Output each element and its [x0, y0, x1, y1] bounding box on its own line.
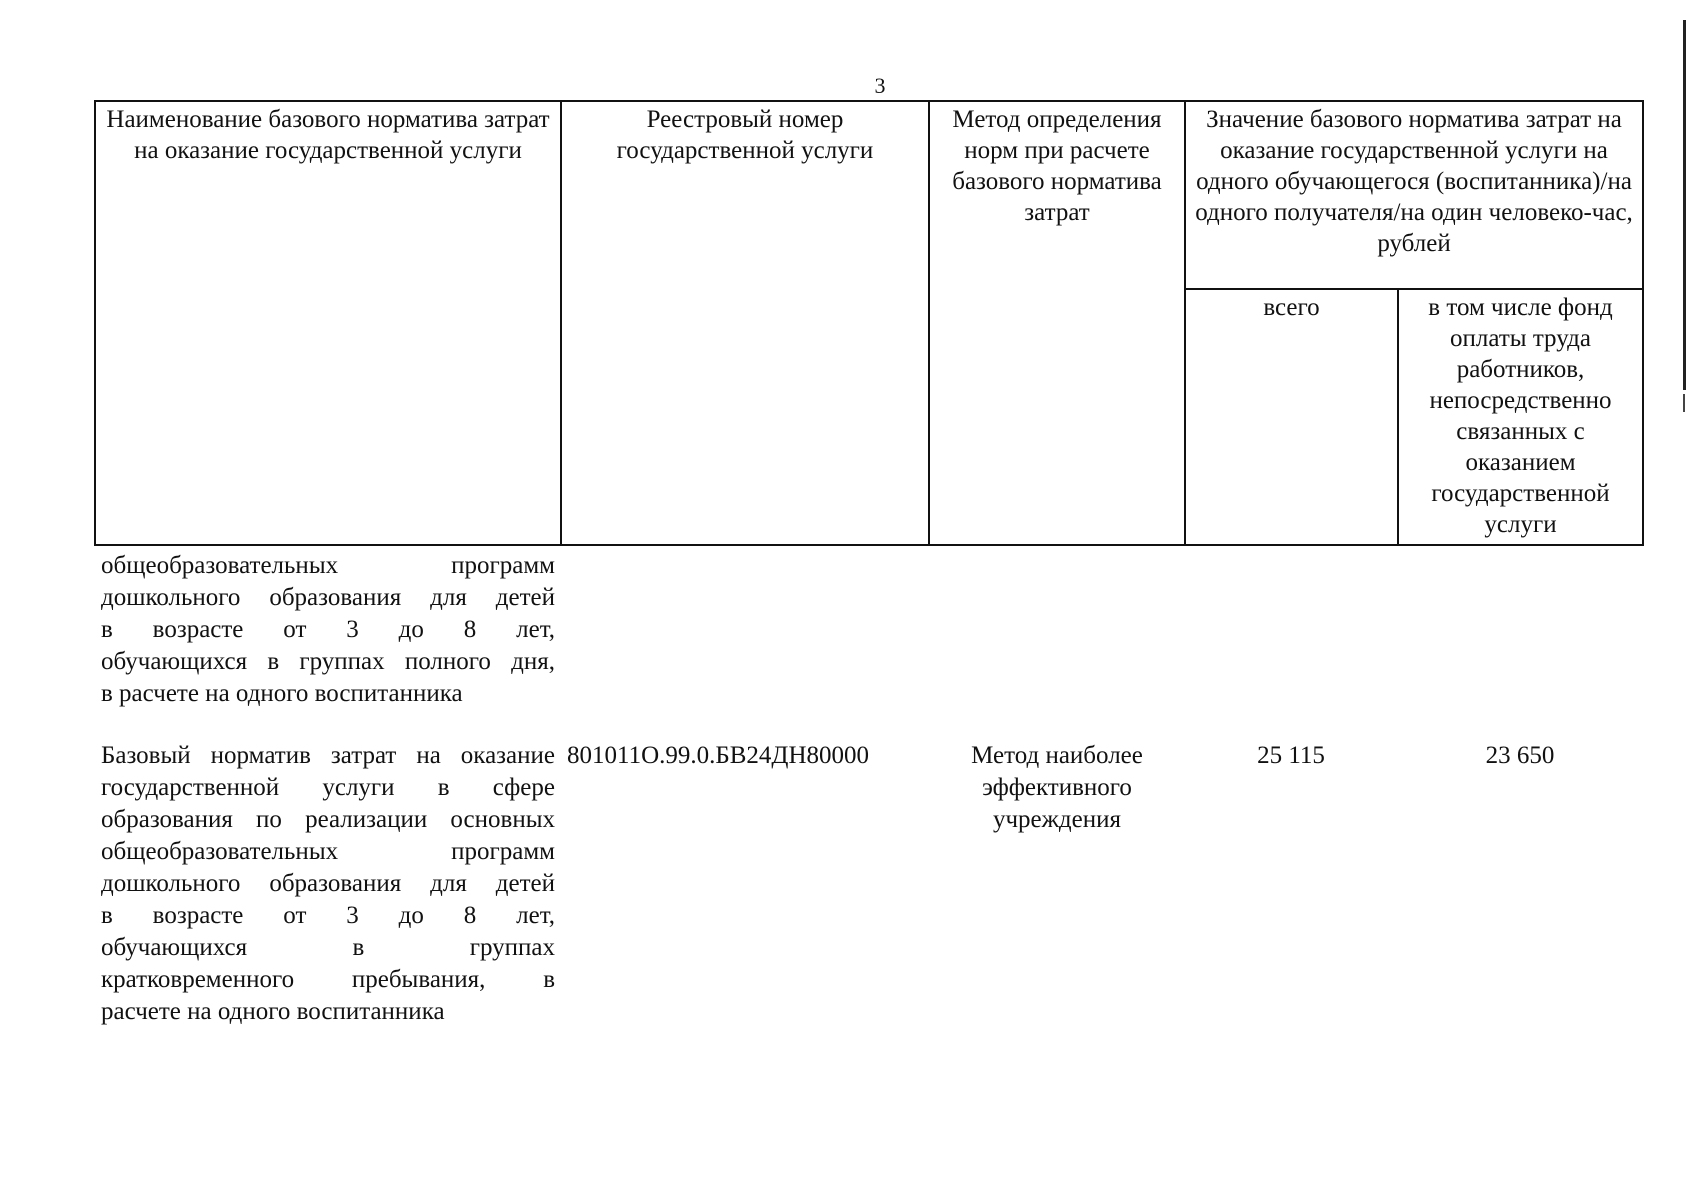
scan-edge-mark [1683, 20, 1686, 390]
row2-line: образования по реализации основных [101, 806, 555, 833]
table-header [94, 100, 1644, 546]
header-total-subcolumn: всего [1185, 289, 1398, 545]
row2-method-line: Метод наиболее [971, 742, 1143, 769]
row1-line: в расчете на одного воспитанника [101, 680, 463, 707]
row1-name-cell [101, 550, 555, 710]
row2-line: кратковременного пребывания, в [101, 966, 555, 993]
row2-line: Базовый норматив затрат на оказание [101, 742, 555, 769]
row2-registry-number: 801011О.99.0.БВ24ДН80000 [567, 742, 870, 769]
row2-payroll-value: 23 650 [1485, 742, 1555, 769]
header-payroll-subcolumn: в том числе фонд оплаты труда работников, непосредственно связанных с оказанием государственной услуги [1398, 289, 1643, 545]
row2-method-line: эффективного [982, 774, 1132, 801]
row2-line: в возрасте от 3 до 8 лет, [101, 902, 555, 929]
row1-line: обучающихся в группах полного дня, [101, 648, 555, 675]
row2-line: государственной услуги в сфере [101, 774, 555, 801]
header-name-column: Наименование базового норматива затрат на оказание государственной услуги [95, 101, 561, 545]
row2-method-line: учреждения [992, 806, 1121, 833]
row2-line: общеобразовательных программ [101, 838, 555, 865]
header-value-column: Значение базового норматива затрат на оказание государственной услуги на одного обучающегося (воспитанника)/на одного получателя/на один человеко-час, рублей [1185, 101, 1643, 289]
header-registry-column: Реестровый номер государственной услуги [561, 101, 929, 545]
row2-method-cell [932, 740, 1182, 836]
row1-line: общеобразовательных программ [101, 552, 555, 579]
row1-line: дошкольного образования для детей [101, 584, 555, 611]
row2-line: дошкольного образования для детей [101, 870, 555, 897]
row2-line: обучающихся в группах [101, 934, 555, 961]
page-number: 3 [874, 73, 886, 98]
row1-line: в возрасте от 3 до 8 лет, [101, 616, 555, 643]
scan-edge-mark-small [1683, 394, 1685, 412]
row2-total-value: 25 115 [1257, 742, 1325, 769]
header-method-column: Метод определения норм при расчете базового норматива затрат [929, 101, 1185, 545]
row2-line: расчете на одного воспитанника [101, 998, 445, 1025]
row2-name-cell [101, 740, 555, 1028]
